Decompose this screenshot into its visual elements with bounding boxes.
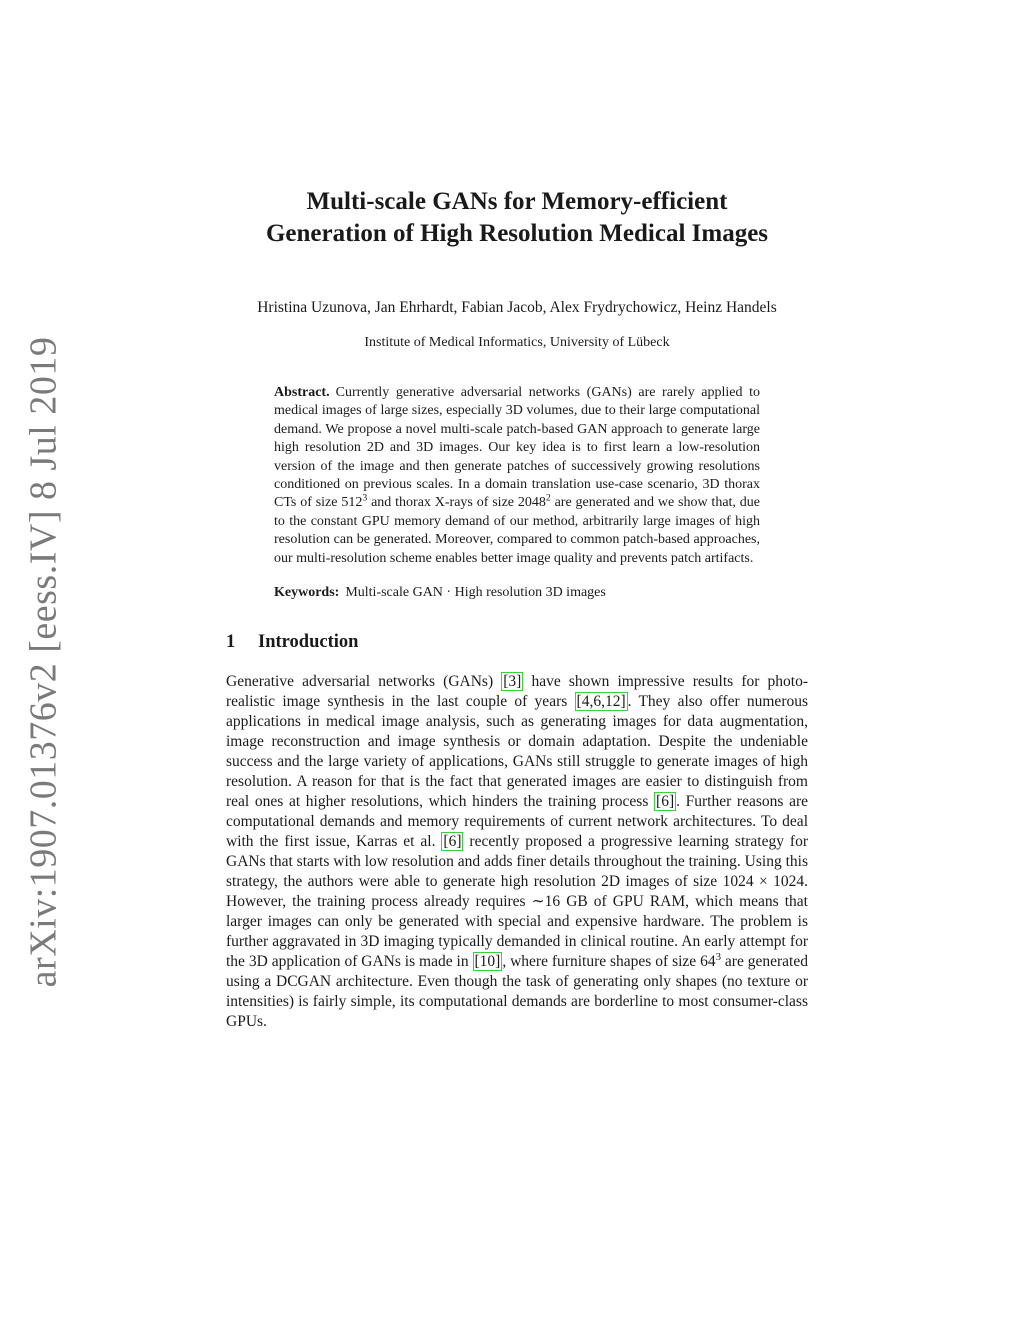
citation-link-4-6-12[interactable]: [4,6,12] xyxy=(576,693,626,711)
section-heading-introduction xyxy=(226,630,808,654)
intro-superscript: 3 xyxy=(715,950,721,963)
title-line-2: Generation of High Resolution Medical Images xyxy=(265,220,769,247)
author-list: Hristina Uzunova, Jan Ehrhardt, Fabian Jacob, Alex Frydrychowicz, Heinz Handels xyxy=(257,299,777,316)
intro-text-5: recently proposed a progressive learning strategy for GANs that starts with low resolution and adds finer details throughout the training. Using this strategy, the authors were able to generate high resolution 2D images of size 1024 × 1024. However, the training process already requires ∼16 GB of GPU RAM, which means that larger images can only be generated with special and expensive hardware. The problem is further aggravated in 3D imaging typically demanded in clinical routine. An early attempt for the 3D application of GANs is made in xyxy=(226,833,808,971)
paper-page xyxy=(226,186,808,1048)
abstract-block xyxy=(274,384,760,568)
arxiv-stamp-text: arXiv:1907.01376v2 [eess.IV] 8 Jul 2019 xyxy=(22,336,65,988)
introduction-paragraph xyxy=(226,672,808,1032)
abstract-label: Abstract. xyxy=(274,385,330,400)
section-title: Introduction xyxy=(258,632,359,653)
citation-link-6[interactable]: [6] xyxy=(656,793,675,811)
keywords-label: Keywords: xyxy=(274,585,340,601)
keywords-line xyxy=(274,584,760,602)
institute-affiliation: Institute of Medical Informatics, University of Lübeck xyxy=(364,335,670,350)
keywords-text: Multi-scale GAN · High resolution 3D images xyxy=(345,585,606,601)
abstract-text-2: and thorax X-rays of size 2048 xyxy=(367,495,546,511)
intro-text-6: , where furniture shapes of size 64 xyxy=(502,953,716,971)
abstract-superscript-2: 2 xyxy=(545,492,551,504)
intro-text-1: Generative adversarial networks (GANs) xyxy=(226,673,502,691)
arxiv-identifier-stamp xyxy=(8,336,78,988)
intro-text-3: . They also offer numerous applications in medical image analysis, such as generating images for data augmentation, image reconstruction and image synthesis or domain adaptation. Despite the undeniable success and the large variety of applications, GANs still struggle to generate images of high resolution. A reason for that is the fact that generated images are easier to distinguish from real ones at higher resolutions, which hinders the training process xyxy=(226,693,809,811)
intro-text-2: have shown impressive results for photo-realistic image synthesis in the last couple of years xyxy=(226,673,808,711)
intro-text-4: . Further reasons are computational demands and memory requirements of current network architectures. To deal with the first issue, Karras et al. xyxy=(226,793,808,851)
citation-link-10[interactable]: [10] xyxy=(474,953,501,971)
intro-text-7: are generated using a DCGAN architecture. Even though the task of generating only shapes (no texture or intensities) is fairly simple, its computational demands are borderline to most consumer-class GPUs. xyxy=(226,953,808,1031)
abstract-text-3: are generated and we show that, due to the constant GPU memory demand of our method, arbitrarily large images of high resolution can be generated. Moreover, compared to common patch-based approaches, our multi-resolution scheme enables better image quality and prevents patch artifacts. xyxy=(274,495,760,566)
paper-title xyxy=(226,186,808,250)
citation-link-6-karras[interactable]: [6] xyxy=(443,833,462,851)
section-number: 1 xyxy=(226,632,236,653)
abstract-text-1: Currently generative adversarial networks (GANs) are rarely applied to medical images of large sizes, especially 3D volumes, due to their large computational demand. We propose a novel multi-scale patch-based GAN approach to generate large high resolution 2D and 3D images. Our key idea is to first learn a low-resolution version of the image and then generate patches of successively growing resolutions conditioned on previous scales. In a domain translation use-case scenario, 3D thorax CTs of size 512 xyxy=(274,385,760,511)
citation-link-3[interactable]: [3] xyxy=(503,673,522,691)
abstract-superscript-1: 3 xyxy=(362,492,368,504)
title-line-1: Multi-scale GANs for Memory-efficient xyxy=(306,188,728,215)
